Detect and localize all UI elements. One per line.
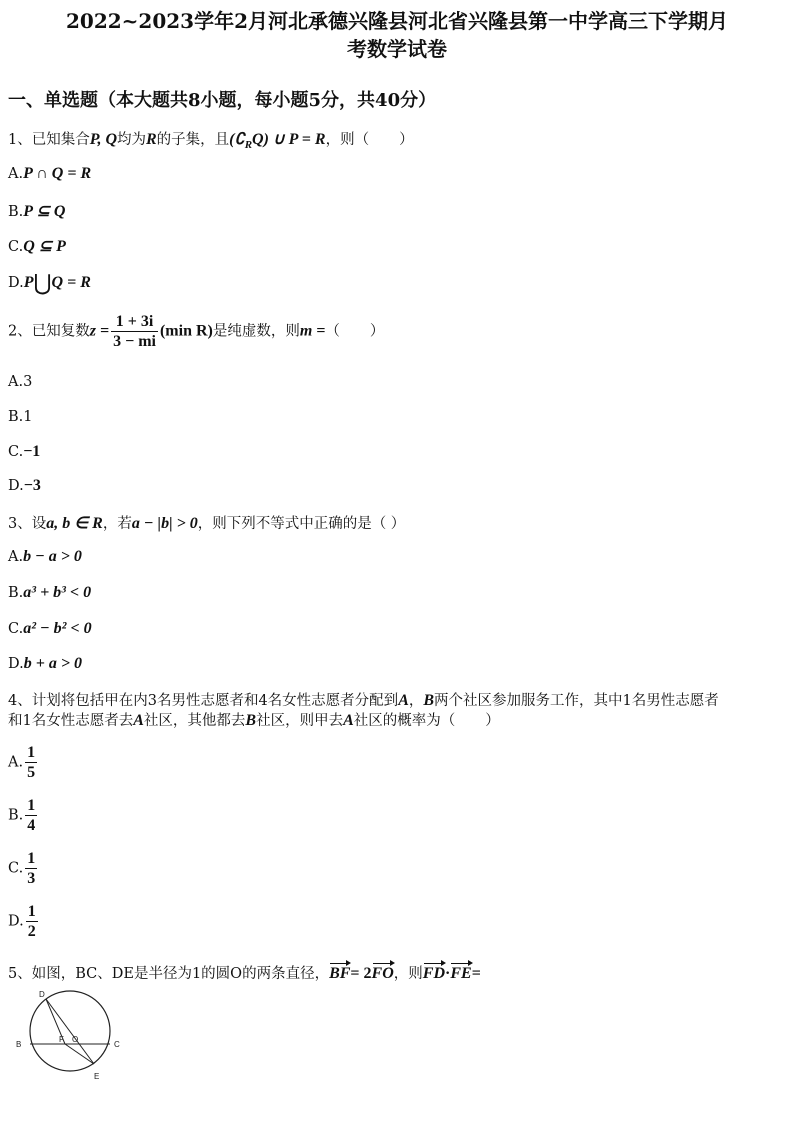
- page-title-line2: 考数学试卷: [347, 37, 447, 61]
- q4-c-num: 1: [27, 850, 36, 867]
- q1-b-text: P ⊆ Q: [23, 203, 66, 220]
- q4-a-label: A.: [8, 754, 24, 771]
- q3-b-label: B.: [8, 585, 24, 601]
- q4-option-c: [8, 849, 39, 888]
- q1-mid: 均为: [117, 132, 146, 148]
- q2-m: m =: [299, 322, 326, 340]
- q5-vector-bf: BF: [329, 965, 351, 982]
- q5-dot: ·: [445, 965, 451, 982]
- q4-line2-a: 和1名女性志愿者去: [8, 713, 134, 729]
- q4-line2-b: 社区，其他都去: [143, 713, 246, 729]
- q2-suffix: 是纯虚数，则: [212, 323, 300, 340]
- q5-vector-fo: FO: [371, 965, 394, 982]
- circle-diagram: [8, 985, 128, 1085]
- q4-site-b: B: [423, 692, 435, 709]
- q2-b-label: B.: [8, 409, 24, 425]
- q4-b-label: B.: [8, 807, 24, 824]
- q3-mid: ，若: [102, 516, 132, 532]
- label-b: B: [16, 1040, 22, 1049]
- q2-open: （: [325, 323, 340, 340]
- q1-mid2: 的子集，且: [156, 132, 230, 148]
- q4-b-fraction: [25, 796, 37, 835]
- q1-d-rest: Q = R: [51, 274, 91, 291]
- q3-prefix: 3、设: [8, 516, 47, 532]
- q1-option-b: [8, 201, 65, 221]
- question-2-stem: [8, 312, 384, 351]
- q2-d-label: D.: [8, 478, 24, 494]
- label-d: D: [39, 990, 45, 999]
- q3-a-text: b − a > 0: [23, 548, 82, 565]
- q4-b-num: 1: [27, 797, 36, 814]
- q4-a-fraction: [25, 743, 37, 782]
- question-4-stem-line2: [8, 709, 500, 730]
- q1-c-label: C.: [8, 239, 24, 255]
- diameter-de: [46, 999, 94, 1064]
- q2-c-text: −1: [23, 443, 41, 460]
- q2-option-d: [8, 477, 41, 495]
- q3-option-b: [8, 584, 91, 602]
- q1-b-label: B.: [8, 204, 24, 220]
- label-f: F: [59, 1035, 64, 1044]
- q2-denominator: 3 − mi: [113, 333, 156, 350]
- q1-sets: P, Q: [89, 131, 117, 148]
- q4-c-fraction: [25, 849, 37, 888]
- q4-line1-b: ，: [408, 693, 424, 709]
- q4-d-label: D.: [8, 913, 24, 930]
- q4-line2-d: 社区的概率为（: [353, 713, 456, 729]
- q2-fraction: [111, 312, 158, 351]
- question-4-stem-line1: [8, 689, 719, 710]
- q4-line2-c: 社区，则甲去: [256, 713, 344, 729]
- q4-a-num: 1: [27, 744, 36, 761]
- q4-d-fraction: [26, 902, 38, 941]
- q4-c-label: C.: [8, 860, 24, 877]
- q2-b-text: 1: [23, 409, 33, 425]
- q3-suffix: ，则下列不等式中正确的是（ ）: [197, 516, 406, 532]
- q1-suffix: ，则（: [325, 132, 370, 148]
- question-3-stem: [8, 512, 405, 533]
- q1-c-text: Q ⊆ P: [23, 238, 66, 255]
- q2-prefix: 2、已知复数: [8, 323, 90, 340]
- q2-d-text: −3: [23, 477, 41, 494]
- q1-expr2: Q) ∪ P = R: [252, 131, 326, 148]
- q4-d-num: 1: [27, 903, 36, 920]
- q4-d-den: 2: [27, 923, 36, 940]
- q5-equals: =: [471, 965, 481, 982]
- q4-a-den: 5: [27, 764, 36, 781]
- q2-a-label: A.: [8, 374, 24, 390]
- q5-eq: = 2: [350, 965, 372, 982]
- q3-option-c: [8, 620, 92, 638]
- q5-prefix: 5、如图，BC、DE是半径为1的圆O的两条直径，: [8, 966, 330, 982]
- q5-vector-fd: FD: [422, 965, 446, 982]
- q3-vars: a, b ∈ R: [46, 515, 103, 532]
- q3-cond: a − |b| > 0: [131, 515, 198, 532]
- q2-option-a: [8, 374, 32, 390]
- question-5-stem: [8, 962, 481, 983]
- label-o: O: [72, 1035, 79, 1044]
- q2-a-text: 3: [23, 374, 33, 390]
- q2-option-c: [8, 443, 40, 461]
- q3-c-text: a² − b² < 0: [23, 620, 92, 637]
- q5-vector-fe: FE: [450, 965, 472, 982]
- q2-c-label: C.: [8, 444, 24, 460]
- q3-d-label: D.: [8, 656, 24, 672]
- q4-site-a-2: A: [133, 712, 144, 729]
- q2-numerator: 1 + 3i: [111, 312, 158, 332]
- q4-line1-a: 4、计划将包括甲在内3名男性志愿者和4名女性志愿者分配到: [8, 693, 399, 709]
- q3-a-label: A.: [8, 549, 24, 565]
- q4-c-den: 3: [27, 870, 36, 887]
- q1-option-a: [8, 165, 91, 183]
- q4-option-b: [8, 796, 39, 835]
- q1-r: R: [146, 131, 157, 148]
- q3-b-text: a³ + b³ < 0: [23, 584, 92, 601]
- q1-sub: R: [244, 138, 253, 151]
- segment-fe: [65, 1044, 94, 1064]
- q1-expr: (∁: [229, 131, 245, 148]
- q1-a-label: A.: [8, 166, 24, 182]
- q3-d-text: b + a > 0: [23, 655, 82, 672]
- question-1-stem: [8, 128, 414, 151]
- q2-close: ）: [369, 323, 385, 340]
- q1-a-text: P ∩ Q = R: [23, 165, 92, 182]
- section-heading: 一、单选题（本大题共8小题，每小题5分，共40分）: [8, 90, 437, 111]
- q1-prefix: 1、已知集合: [8, 132, 90, 148]
- q1-d-label: D.: [8, 275, 24, 291]
- page-title-line1: 2022~2023学年2月河北承德兴隆县河北省兴隆县第一中学高三下学期月: [65, 9, 728, 33]
- q2-z: z =: [89, 322, 110, 340]
- label-e: E: [94, 1072, 100, 1081]
- q3-option-d: [8, 655, 82, 673]
- label-c: C: [114, 1040, 120, 1049]
- q1-d-p: P: [23, 274, 34, 291]
- q1-d-cup: ⋃: [33, 271, 52, 296]
- q3-c-label: C.: [8, 621, 24, 637]
- q4-site-b-2: B: [245, 712, 257, 729]
- q4-line1-c: 两个社区参加服务工作，其中1名男性志愿者: [434, 693, 719, 709]
- q4-site-a: A: [398, 692, 409, 709]
- q1-option-c: [8, 236, 66, 256]
- q3-option-a: [8, 548, 82, 566]
- q4-site-a-3: A: [343, 712, 354, 729]
- q2-paren: (min R): [159, 322, 213, 340]
- q4-line2-close: ）: [485, 713, 500, 729]
- q1-close: ）: [399, 132, 414, 148]
- q4-option-d: [8, 902, 40, 941]
- q2-option-b: [8, 409, 33, 425]
- q5-mid: ，则: [393, 966, 423, 982]
- q4-option-a: [8, 743, 39, 782]
- q4-b-den: 4: [27, 817, 36, 834]
- q1-option-d: [8, 271, 91, 296]
